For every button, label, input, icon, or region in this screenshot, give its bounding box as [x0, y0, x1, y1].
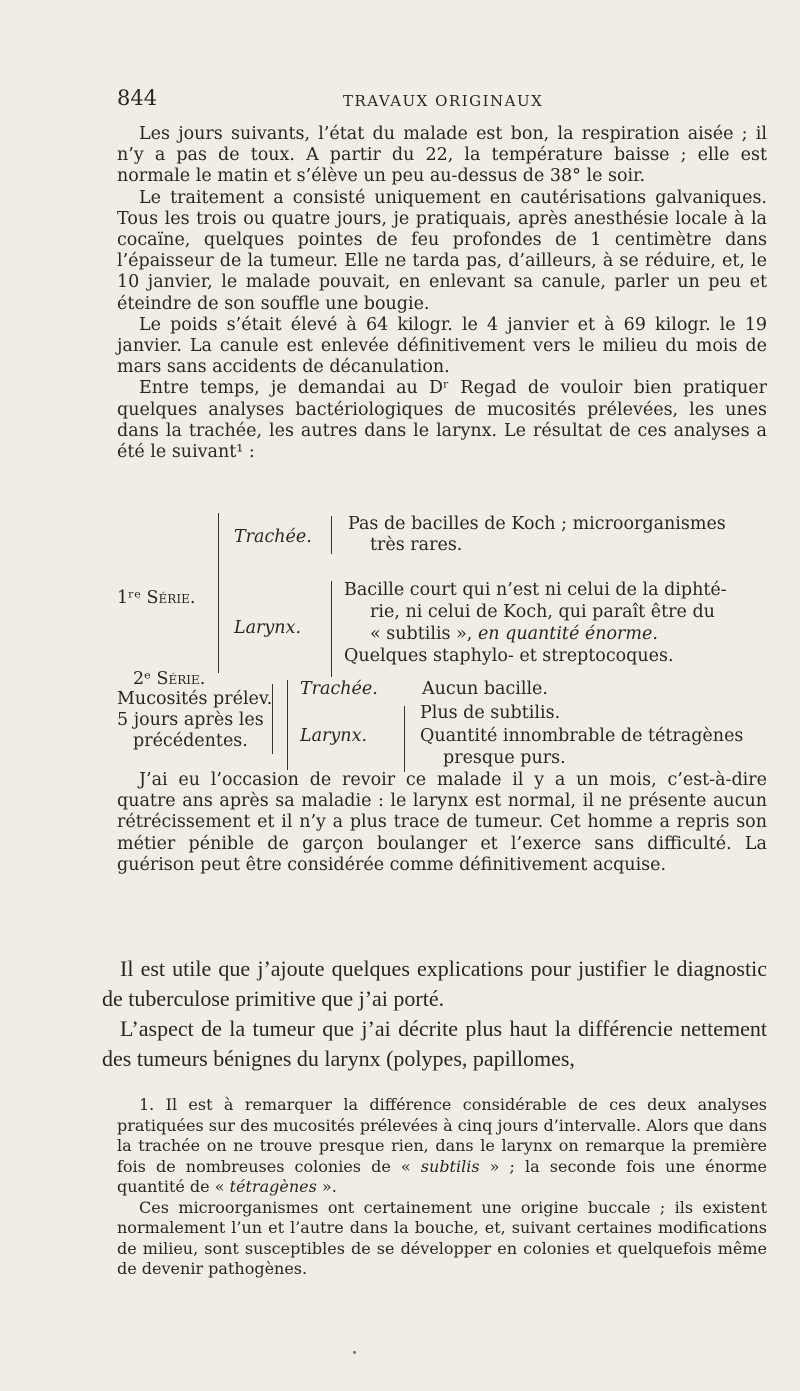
- serie1-trachee-brace: [331, 516, 332, 554]
- running-title: TRAVAUX ORIGINAUX: [343, 92, 544, 110]
- serie2-description: 5 jours après les: [117, 710, 264, 730]
- serie1-trachee-label: Trachée.: [234, 527, 312, 547]
- paragraph: L’aspect de la tumeur que j’ai décrite plus haut la différencie nettement des tumeurs bénignes du larynx (polypes, papillomes,: [102, 1016, 767, 1071]
- serie1-larynx-result: Bacille court qui n’est ni celui de la diphté-: [344, 580, 727, 600]
- footnote-paragraph: 1. Il est à remarquer la différence considérable de ces deux analyses pratiquées sur des mucosités prélevées à cinq jours d’intervalle. Alors que dans la trachée on ne trouve presque rien, dans le larynx on remarque la première fois de nombreuses colonies de « subtilis » ; la seconde fois une énorme quantité de « tétragènes ».: [117, 1095, 768, 1196]
- serie2-brace: [287, 680, 288, 770]
- serie2-description: précédentes.: [133, 731, 248, 751]
- serie2-larynx-result: Quantité innombrable de tétragènes: [420, 726, 744, 746]
- footnote-paragraph: Ces microorganismes ont certainement une origine buccale ; ils existent normalement l’un et l’autre dans la bouche, et, suivant certaines modifications de milieu, sont susceptibles de se développer en colonies et quelquefois même de devenir pathogènes.: [117, 1197, 767, 1278]
- intro-paragraphs: [117, 124, 767, 463]
- print-speck: [353, 1351, 356, 1354]
- page-header: [117, 86, 767, 114]
- footnote: [117, 1095, 767, 1280]
- paragraph: J’ai eu l’occasion de revoir ce malade il y a un mois, c’est-à-dire quatre ans après sa maladie : le larynx est normal, il ne présente aucun rétrécissement et il n’y a plus trace de tumeur. Cet homme a repris son métier pénible de garçon boulanger et l’exerce sans difficulté. La guérison peut être considérée comme définitivement acquise.: [117, 770, 767, 875]
- serie1-larynx-result: Quelques staphylo- et streptocoques.: [344, 646, 674, 666]
- serie2-label: 2ᵉ Série.: [133, 669, 206, 689]
- large-type-section: [102, 954, 767, 1074]
- serie2-larynx-label: Larynx.: [300, 726, 368, 746]
- serie1-brace: [218, 513, 219, 673]
- serie1-larynx-label: Larynx.: [234, 618, 302, 638]
- serie1-label: 1ʳᵉ Série.: [117, 588, 196, 608]
- serie1-larynx-brace: [331, 581, 332, 677]
- serie2-larynx-brace: [404, 706, 405, 772]
- serie2-trachee-label: Trachée.: [300, 679, 378, 699]
- serie2-larynx-result: Plus de subtilis.: [420, 703, 561, 723]
- serie2-larynx-result: presque purs.: [443, 748, 566, 768]
- paragraph: Il est utile que j’ajoute quelques explications pour justifier le diagnostic de tuberculose primitive que j’ai porté.: [102, 956, 767, 1011]
- serie1-trachee-result: Pas de bacilles de Koch ; microorganismes: [348, 514, 726, 534]
- page-number: 844: [117, 86, 158, 110]
- conclusion-paragraph: [117, 770, 767, 876]
- serie2-description: Mucosités prélev.: [117, 689, 273, 709]
- serie1-trachee-result: très rares.: [370, 535, 463, 555]
- serie1-larynx-result: rie, ni celui de Koch, qui paraît être du: [370, 602, 715, 622]
- paragraph: Les jours suivants, l’état du malade est bon, la respiration aisée ; il n’y a pas de toux. A partir du 22, la température baisse ; elle est normale le matin et s’élève un peu au-dessus de 38° le soir.: [117, 124, 767, 187]
- serie2-trachee-result: Aucun bacille.: [422, 679, 548, 699]
- paragraph: Le traitement a consisté uniquement en cautérisations galvaniques. Tous les trois ou quatre jours, je pratiquais, après anesthésie locale à la cocaïne, quelques pointes de feu profondes de 1 centimètre dans l’épaisseur de la tumeur. Elle ne tarda pas, d’ailleurs, à se réduire, et, le 10 janvier, le malade pouvait, en enlevant sa canule, parler un peu et éteindre de son souffle une bougie.: [117, 187, 767, 314]
- paragraph: Entre temps, je demandai au Dʳ Regad de vouloir bien pratiquer quelques analyses bactériologiques de mucosités prélevées, les unes dans la trachée, les autres dans le larynx. Le résultat de ces analyses a été le suivant¹ :: [117, 378, 767, 463]
- paragraph: Le poids s’était élevé à 64 kilogr. le 4 janvier et à 69 kilogr. le 19 janvier. La canule est enlevée définitivement vers le milieu du mois de mars sans accidents de décanulation.: [117, 314, 767, 378]
- serie1-larynx-result: « subtilis », en quantité énorme.: [370, 624, 658, 644]
- serie2-desc-brace: [262, 684, 273, 754]
